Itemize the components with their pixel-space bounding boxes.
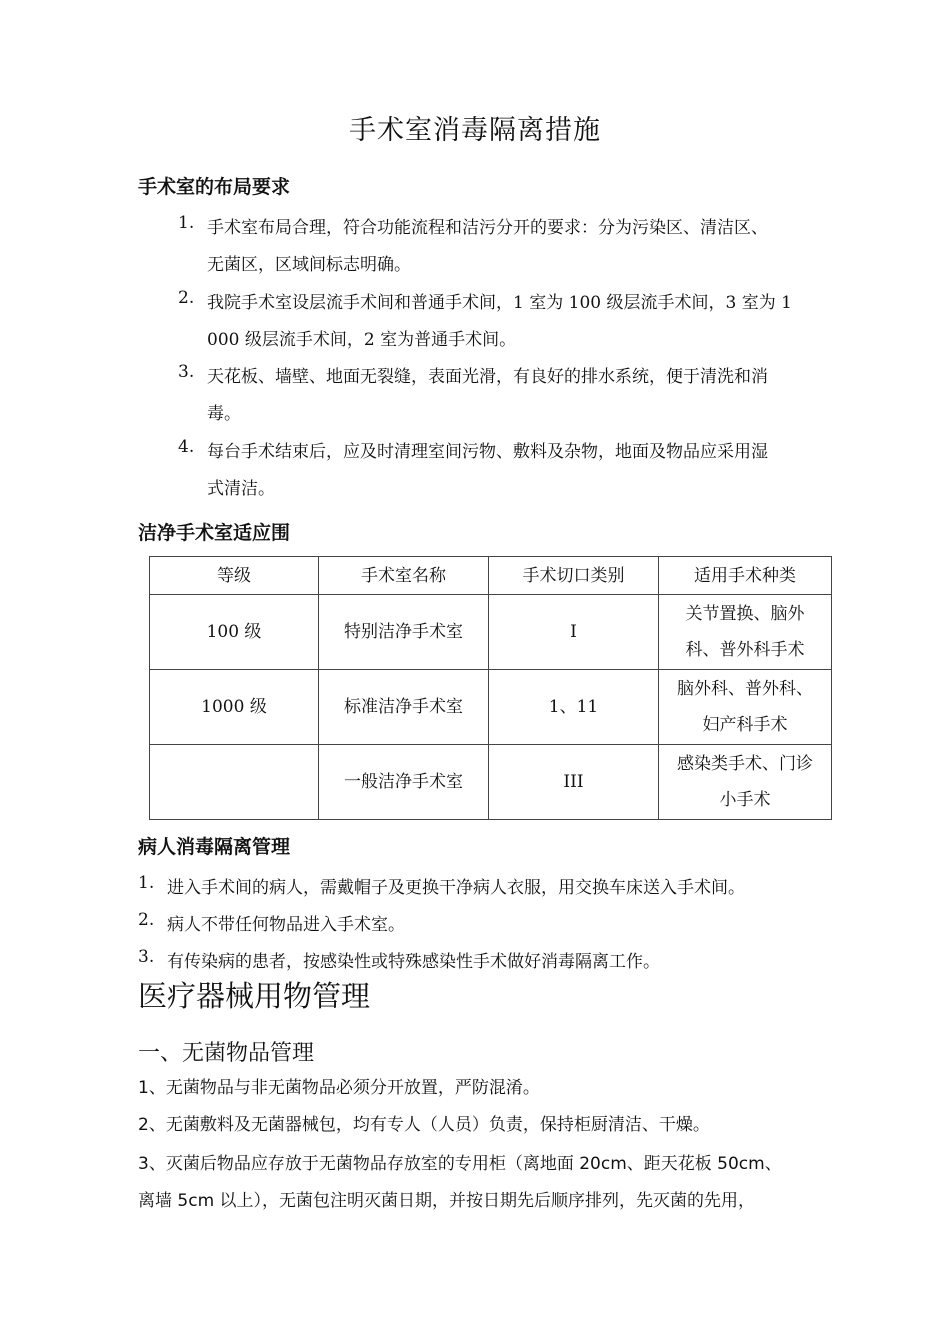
list-item-line: 有传染病的患者，按感染性或特殊感染性手术做好消毒隔离工作。 (167, 952, 660, 972)
types-line: 感染类手术、门诊 (677, 754, 813, 774)
table-row (150, 595, 832, 670)
table-header-cell: 手术切口类别 (489, 557, 659, 595)
paragraph-line: 1、无菌物品与非无菌物品必须分开放置，严防混淆。 (138, 1078, 540, 1098)
paragraph-line: 3、灭菌后物品应存放于无菌物品存放室的专用柜（离地面 20cm、距天花板 50cm、 (138, 1154, 782, 1174)
table-cell-name: 特别洁净手术室 (319, 595, 489, 670)
layout-heading: 手术室的布局要求 (138, 176, 291, 198)
table-cell-types (659, 595, 832, 670)
list-item-line: 式清洁。 (207, 479, 275, 499)
types-line: 妇产科手术 (702, 715, 788, 735)
list-item-line: 手术室布局合理，符合功能流程和洁污分开的要求：分为污染区、清洁区、 (207, 218, 768, 238)
table-cell-types (659, 670, 832, 745)
equipment-heading: 医疗器械用物管理 (138, 979, 371, 1013)
table-cell-grade: 1000 级 (150, 670, 319, 745)
paragraph-line: 2、无菌敷料及无菌器械包，均有专人（人员）负责，保持柜厨清洁、干燥。 (138, 1115, 710, 1135)
document-title: 手术室消毒隔离措施 (349, 115, 601, 146)
table-row (150, 670, 832, 745)
table-cell-grade: 100 级 (150, 595, 319, 670)
list-number: 2. (138, 910, 155, 930)
list-item-line: 我院手术室设层流手术间和普通手术间，1 室为 100 级层流手术间，3 室为 1 (207, 293, 792, 313)
paragraph-line: 离墙 5cm 以上），无菌包注明灭菌日期，并按日期先后顺序排列，先灭菌的先用， (138, 1191, 756, 1211)
list-number: 4. (178, 437, 195, 457)
list-item-line: 000 级层流手术间，2 室为普通手术间。 (207, 330, 517, 350)
types-line: 科、普外科手术 (685, 640, 805, 660)
table-cell-types (659, 745, 832, 820)
table-row (150, 745, 832, 820)
list-number: 1. (138, 873, 155, 893)
cleanroom-table (149, 556, 832, 820)
table-header-cell: 适用手术种类 (659, 557, 832, 595)
list-item-line: 病人不带任何物品进入手术室。 (167, 915, 405, 935)
list-number: 3. (178, 362, 195, 382)
table-cell-incision: I (489, 595, 659, 670)
table-header-cell: 等级 (150, 557, 319, 595)
list-number: 2. (178, 288, 195, 308)
table-cell-incision: III (489, 745, 659, 820)
table-cell-name: 标准洁净手术室 (319, 670, 489, 745)
table-header-cell: 手术室名称 (319, 557, 489, 595)
types-line: 小手术 (719, 790, 771, 810)
list-item-line: 毒。 (207, 404, 241, 424)
types-line: 关节置换、脑外 (685, 604, 805, 624)
table-cell-incision: 1、11 (489, 670, 659, 745)
types-line: 脑外科、普外科、 (677, 679, 813, 699)
list-item-line: 无菌区，区域间标志明确。 (207, 255, 411, 275)
patient-heading: 病人消毒隔离管理 (138, 836, 291, 858)
table-cell-name: 一般洁净手术室 (319, 745, 489, 820)
table-header-row (150, 557, 832, 595)
sterile-subheading: 一、无菌物品管理 (138, 1041, 315, 1066)
list-number: 1. (178, 213, 195, 233)
list-number: 3. (138, 947, 155, 967)
table-heading: 洁净手术室适应围 (138, 522, 291, 544)
list-item-line: 进入手术间的病人，需戴帽子及更换干净病人衣服，用交换车床送入手术间。 (167, 878, 745, 898)
table-cell-grade (150, 745, 319, 820)
list-item-line: 天花板、墙壁、地面无裂缝，表面光滑，有良好的排水系统，便于清洗和消 (207, 367, 768, 387)
list-item-line: 每台手术结束后，应及时清理室间污物、敷料及杂物，地面及物品应采用湿 (207, 442, 768, 462)
